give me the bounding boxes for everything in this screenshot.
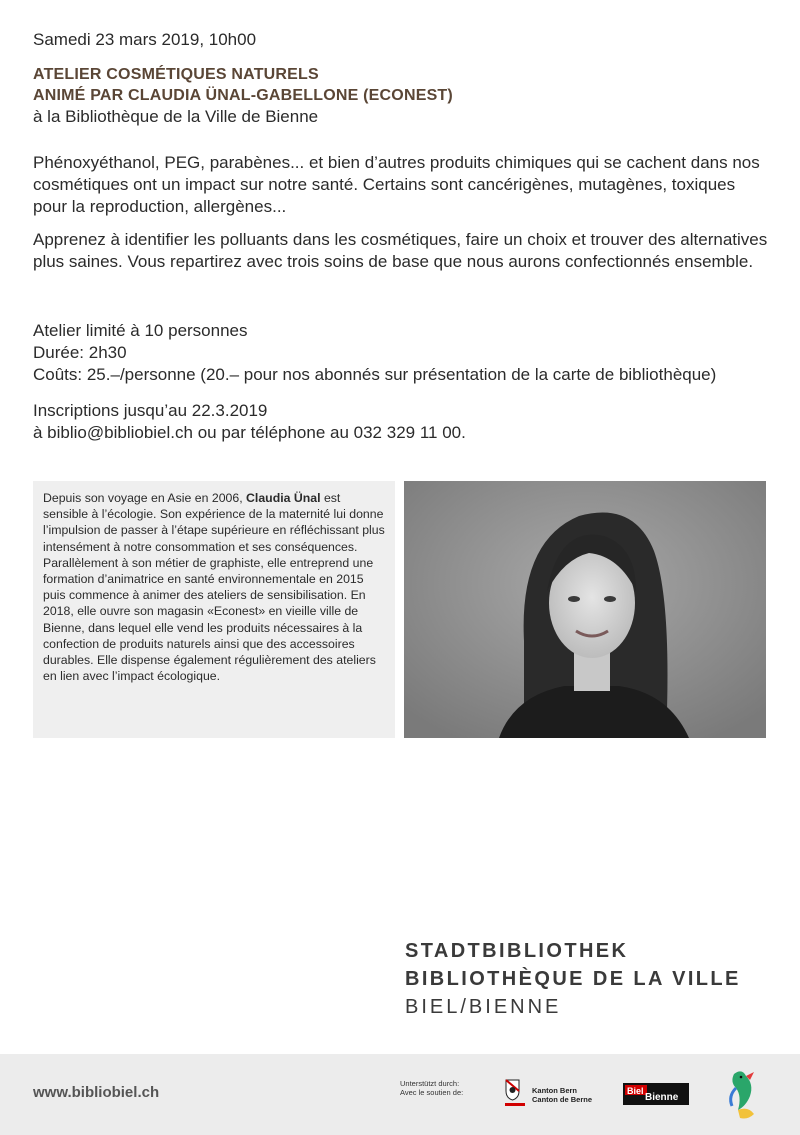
bern-red-bar — [505, 1103, 525, 1106]
event-date: Samedi 23 mars 2019, 10h00 — [33, 30, 257, 49]
support-label — [400, 1079, 463, 1097]
registration-info — [33, 400, 466, 444]
library-name-de: STADTBIBLIOTHEK — [405, 940, 629, 962]
canton-logo-text — [532, 1086, 592, 1104]
canton-name-fr: Canton de Berne — [532, 1095, 593, 1104]
library-city: BIEL/BIENNE — [405, 996, 562, 1018]
library-name — [405, 937, 741, 1021]
event-title-line2: ANIMÉ PAR CLAUDIA ÜNAL-GABELLONE (ECONEST) — [33, 87, 453, 104]
portrait-photo — [404, 481, 766, 738]
bern-coat-of-arms-icon — [505, 1079, 520, 1101]
bio-intro: Depuis son voyage en Asie en 2006, — [43, 491, 247, 505]
participant-limit: Atelier limité à 10 personnes — [33, 321, 248, 340]
registration-deadline: Inscriptions jusqu’au 22.3.2019 — [33, 401, 268, 420]
library-name-fr: BIBLIOTHÈQUE DE LA VILLE — [405, 968, 741, 990]
bird-logo-icon — [724, 1066, 764, 1126]
event-title — [33, 64, 453, 106]
support-label-de: Unterstützt durch: — [400, 1079, 460, 1088]
cost: Coûts: 25.–/personne (20.– pour nos abonnés sur présentation de la carte de bibliothèque) — [33, 365, 717, 384]
bio-text: est sensible à l’écologie. Son expérience de la maternité lui donne l’impulsion de passer à l’étape supérieure en réfléchissant plus intensément à notre consommation et ses conséquences. Parallèlement à son métier de graphiste, elle entreprend une formation d’animatrice en santé environnementale en 2015 puis commence à animer des ateliers de sensibilisation. En 2018, elle ouvre son magasin «Econest» en vieille ville de Bienne, dans lequel elle vend les produits nécessaires à la confection de produits naturels ainsi que des accessoires durables. Elle dispense également régulièrement des ateliers en lien avec l’impact écologique. — [43, 491, 385, 684]
event-title-line1: ATELIER COSMÉTIQUES NATURELS — [33, 66, 319, 83]
registration-contact: à biblio@bibliobiel.ch ou par téléphone au 032 329 11 00. — [33, 423, 466, 442]
description-paragraph: Apprenez à identifier les polluants dans les cosmétiques, faire un choix et trouver des alternatives plus saines. Vous repartirez avec trois soins de base que nous aurons confectionnés ensemble. — [33, 230, 768, 271]
practical-info — [33, 320, 716, 386]
portrait-illustration — [404, 481, 766, 738]
duration: Durée: 2h30 — [33, 343, 127, 362]
biel-bienne-logo — [623, 1083, 689, 1105]
support-label-fr: Avec le soutien de: — [400, 1088, 464, 1097]
event-venue: à la Bibliothèque de la Ville de Bienne — [33, 107, 319, 126]
canton-name-de: Kanton Bern — [532, 1086, 577, 1095]
intro-paragraph: Phénoxyéthanol, PEG, parabènes... et bien d’autres produits chimiques qui se cachent dans nos cosmétiques ont un impact sur notre santé. Certains sont cancérigènes, mutagènes, toxiques pour la reproduction, allergènes... — [33, 153, 760, 216]
bio-name: Claudia Ünal — [246, 491, 321, 505]
svg-text:Bienne: Bienne — [645, 1092, 679, 1103]
bio-box — [33, 481, 395, 738]
website-link[interactable]: www.bibliobiel.ch — [33, 1084, 160, 1101]
svg-text:Biel: Biel — [627, 1086, 644, 1096]
